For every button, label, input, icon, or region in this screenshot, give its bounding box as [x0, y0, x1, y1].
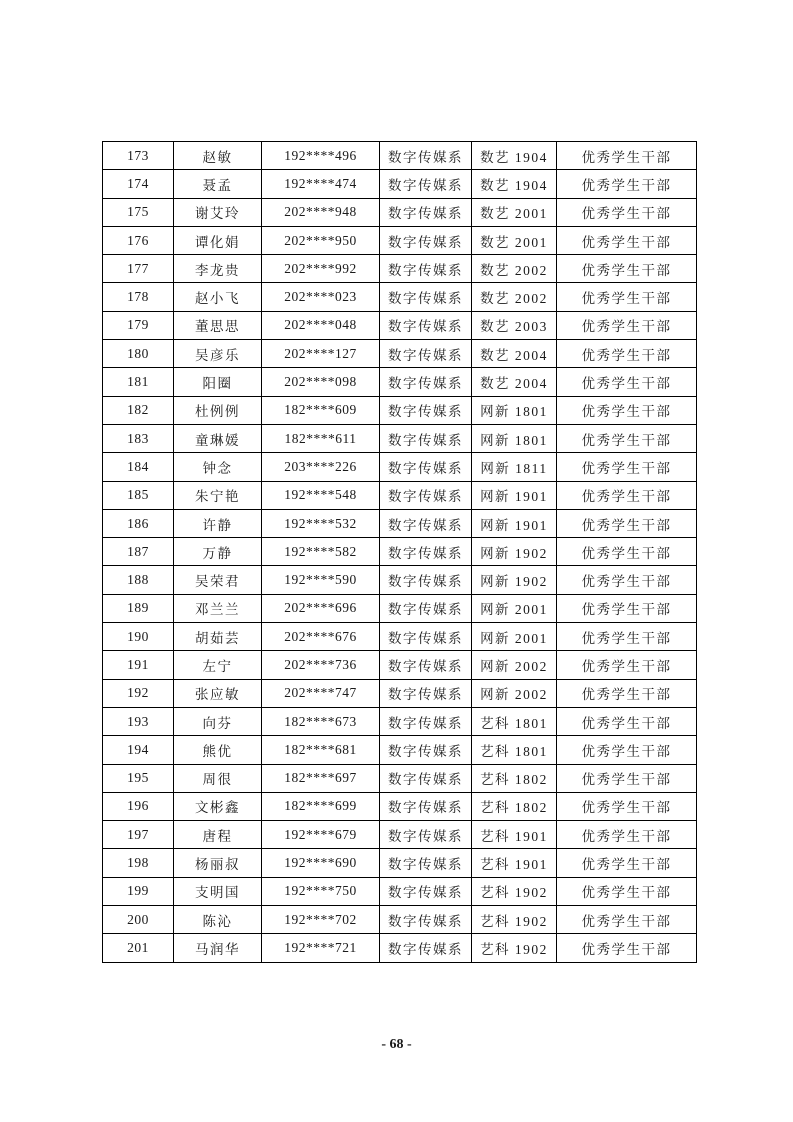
cell-class: 网新 1902 — [472, 566, 557, 594]
cell-student-id: 182****681 — [262, 736, 380, 764]
cell-no: 196 — [103, 792, 174, 820]
cell-class: 艺科 1902 — [472, 906, 557, 934]
cell-class: 网新 1801 — [472, 396, 557, 424]
cell-student-id: 182****673 — [262, 707, 380, 735]
cell-name: 杜例例 — [174, 396, 262, 424]
cell-no: 187 — [103, 538, 174, 566]
cell-department: 数字传媒系 — [380, 396, 472, 424]
cell-name: 万静 — [174, 538, 262, 566]
cell-department: 数字传媒系 — [380, 679, 472, 707]
cell-name: 马润华 — [174, 934, 262, 962]
cell-name: 周很 — [174, 764, 262, 792]
cell-name: 杨丽叔 — [174, 849, 262, 877]
cell-award: 优秀学生干部 — [557, 792, 697, 820]
cell-class: 艺科 1902 — [472, 877, 557, 905]
table-row — [103, 255, 697, 283]
cell-department: 数字传媒系 — [380, 849, 472, 877]
cell-student-id: 192****532 — [262, 509, 380, 537]
cell-department: 数字传媒系 — [380, 226, 472, 254]
cell-department: 数字传媒系 — [380, 170, 472, 198]
table-row — [103, 198, 697, 226]
cell-name: 熊优 — [174, 736, 262, 764]
cell-no: 189 — [103, 594, 174, 622]
cell-name: 文彬鑫 — [174, 792, 262, 820]
cell-name: 赵小飞 — [174, 283, 262, 311]
cell-no: 198 — [103, 849, 174, 877]
cell-name: 吴彦乐 — [174, 340, 262, 368]
cell-department: 数字传媒系 — [380, 481, 472, 509]
cell-name: 谭化娟 — [174, 226, 262, 254]
cell-department: 数字传媒系 — [380, 651, 472, 679]
cell-award: 优秀学生干部 — [557, 538, 697, 566]
cell-class: 网新 1811 — [472, 453, 557, 481]
cell-award: 优秀学生干部 — [557, 849, 697, 877]
cell-student-id: 202****950 — [262, 226, 380, 254]
cell-department: 数字传媒系 — [380, 623, 472, 651]
cell-name: 童琳媛 — [174, 424, 262, 452]
cell-student-id: 202****696 — [262, 594, 380, 622]
cell-student-id: 202****992 — [262, 255, 380, 283]
cell-department: 数字传媒系 — [380, 538, 472, 566]
cell-class: 网新 1901 — [472, 481, 557, 509]
cell-no: 181 — [103, 368, 174, 396]
table-row — [103, 453, 697, 481]
cell-name: 支明国 — [174, 877, 262, 905]
cell-no: 178 — [103, 283, 174, 311]
cell-award: 优秀学生干部 — [557, 707, 697, 735]
cell-student-id: 192****679 — [262, 821, 380, 849]
cell-award: 优秀学生干部 — [557, 311, 697, 339]
cell-class: 数艺 2001 — [472, 226, 557, 254]
cell-award: 优秀学生干部 — [557, 764, 697, 792]
table-row — [103, 764, 697, 792]
cell-name: 张应敏 — [174, 679, 262, 707]
cell-department: 数字传媒系 — [380, 792, 472, 820]
cell-department: 数字传媒系 — [380, 707, 472, 735]
cell-student-id: 202****676 — [262, 623, 380, 651]
table-row — [103, 906, 697, 934]
cell-department: 数字传媒系 — [380, 821, 472, 849]
cell-name: 阳圈 — [174, 368, 262, 396]
cell-award: 优秀学生干部 — [557, 453, 697, 481]
table-row — [103, 481, 697, 509]
table-row — [103, 340, 697, 368]
cell-no: 190 — [103, 623, 174, 651]
table-row — [103, 283, 697, 311]
student-awards-table-body — [103, 142, 697, 963]
cell-department: 数字传媒系 — [380, 198, 472, 226]
cell-department: 数字传媒系 — [380, 594, 472, 622]
cell-name: 李龙贵 — [174, 255, 262, 283]
cell-no: 175 — [103, 198, 174, 226]
cell-department: 数字传媒系 — [380, 906, 472, 934]
cell-no: 197 — [103, 821, 174, 849]
table-row — [103, 538, 697, 566]
cell-award: 优秀学生干部 — [557, 340, 697, 368]
cell-student-id: 192****496 — [262, 142, 380, 170]
table-row — [103, 566, 697, 594]
cell-award: 优秀学生干部 — [557, 283, 697, 311]
cell-class: 数艺 2004 — [472, 368, 557, 396]
cell-no: 183 — [103, 424, 174, 452]
cell-award: 优秀学生干部 — [557, 198, 697, 226]
cell-award: 优秀学生干部 — [557, 509, 697, 537]
table-row — [103, 226, 697, 254]
cell-no: 174 — [103, 170, 174, 198]
cell-no: 176 — [103, 226, 174, 254]
cell-student-id: 202****098 — [262, 368, 380, 396]
cell-name: 朱宁艳 — [174, 481, 262, 509]
cell-class: 网新 1902 — [472, 538, 557, 566]
cell-class: 艺科 1902 — [472, 934, 557, 962]
cell-class: 网新 2001 — [472, 623, 557, 651]
cell-no: 180 — [103, 340, 174, 368]
cell-name: 谢艾玲 — [174, 198, 262, 226]
page-number: - 68 - — [381, 1037, 412, 1052]
cell-student-id: 192****548 — [262, 481, 380, 509]
table-row — [103, 792, 697, 820]
cell-award: 优秀学生干部 — [557, 142, 697, 170]
cell-name: 左宁 — [174, 651, 262, 679]
cell-class: 艺科 1801 — [472, 736, 557, 764]
cell-class: 网新 2002 — [472, 679, 557, 707]
cell-name: 唐程 — [174, 821, 262, 849]
cell-award: 优秀学生干部 — [557, 368, 697, 396]
cell-award: 优秀学生干部 — [557, 424, 697, 452]
cell-name: 钟念 — [174, 453, 262, 481]
cell-no: 200 — [103, 906, 174, 934]
cell-class: 数艺 2003 — [472, 311, 557, 339]
cell-no: 201 — [103, 934, 174, 962]
cell-no: 186 — [103, 509, 174, 537]
cell-student-id: 182****611 — [262, 424, 380, 452]
cell-student-id: 192****702 — [262, 906, 380, 934]
cell-award: 优秀学生干部 — [557, 255, 697, 283]
table-row — [103, 424, 697, 452]
cell-department: 数字传媒系 — [380, 509, 472, 537]
table-row — [103, 509, 697, 537]
cell-award: 优秀学生干部 — [557, 594, 697, 622]
cell-no: 179 — [103, 311, 174, 339]
cell-department: 数字传媒系 — [380, 736, 472, 764]
cell-student-id: 202****736 — [262, 651, 380, 679]
table-row — [103, 707, 697, 735]
cell-award: 优秀学生干部 — [557, 623, 697, 651]
cell-department: 数字传媒系 — [380, 424, 472, 452]
cell-no: 185 — [103, 481, 174, 509]
cell-award: 优秀学生干部 — [557, 821, 697, 849]
cell-no: 199 — [103, 877, 174, 905]
cell-award: 优秀学生干部 — [557, 226, 697, 254]
cell-class: 艺科 1801 — [472, 707, 557, 735]
cell-no: 193 — [103, 707, 174, 735]
table-row — [103, 594, 697, 622]
cell-student-id: 202****948 — [262, 198, 380, 226]
cell-student-id: 192****690 — [262, 849, 380, 877]
table-row — [103, 849, 697, 877]
cell-department: 数字传媒系 — [380, 566, 472, 594]
table-row — [103, 396, 697, 424]
cell-department: 数字传媒系 — [380, 142, 472, 170]
cell-class: 艺科 1802 — [472, 792, 557, 820]
cell-award: 优秀学生干部 — [557, 170, 697, 198]
cell-no: 191 — [103, 651, 174, 679]
cell-award: 优秀学生干部 — [557, 481, 697, 509]
cell-name: 许静 — [174, 509, 262, 537]
cell-name: 赵敏 — [174, 142, 262, 170]
cell-student-id: 182****699 — [262, 792, 380, 820]
cell-award: 优秀学生干部 — [557, 934, 697, 962]
cell-no: 182 — [103, 396, 174, 424]
table-row — [103, 142, 697, 170]
cell-department: 数字传媒系 — [380, 255, 472, 283]
table-row — [103, 679, 697, 707]
student-awards-table — [102, 141, 697, 963]
cell-student-id: 182****609 — [262, 396, 380, 424]
table-row — [103, 736, 697, 764]
cell-no: 184 — [103, 453, 174, 481]
cell-name: 吴荣君 — [174, 566, 262, 594]
cell-no: 194 — [103, 736, 174, 764]
cell-student-id: 203****226 — [262, 453, 380, 481]
cell-class: 网新 1901 — [472, 509, 557, 537]
cell-name: 邓兰兰 — [174, 594, 262, 622]
cell-student-id: 202****127 — [262, 340, 380, 368]
cell-award: 优秀学生干部 — [557, 566, 697, 594]
cell-award: 优秀学生干部 — [557, 877, 697, 905]
cell-award: 优秀学生干部 — [557, 679, 697, 707]
cell-student-id: 182****697 — [262, 764, 380, 792]
cell-department: 数字传媒系 — [380, 311, 472, 339]
cell-student-id: 202****023 — [262, 283, 380, 311]
cell-department: 数字传媒系 — [380, 877, 472, 905]
table-row — [103, 877, 697, 905]
cell-name: 董思思 — [174, 311, 262, 339]
cell-class: 网新 1801 — [472, 424, 557, 452]
cell-no: 173 — [103, 142, 174, 170]
cell-no: 195 — [103, 764, 174, 792]
cell-department: 数字传媒系 — [380, 764, 472, 792]
cell-department: 数字传媒系 — [380, 934, 472, 962]
cell-student-id: 202****747 — [262, 679, 380, 707]
cell-class: 艺科 1802 — [472, 764, 557, 792]
cell-class: 艺科 1901 — [472, 821, 557, 849]
cell-class: 艺科 1901 — [472, 849, 557, 877]
cell-class: 数艺 2001 — [472, 198, 557, 226]
cell-class: 数艺 2004 — [472, 340, 557, 368]
cell-no: 177 — [103, 255, 174, 283]
cell-award: 优秀学生干部 — [557, 651, 697, 679]
table-row — [103, 821, 697, 849]
cell-department: 数字传媒系 — [380, 340, 472, 368]
table-row — [103, 368, 697, 396]
cell-name: 聂孟 — [174, 170, 262, 198]
table-row — [103, 651, 697, 679]
cell-class: 数艺 2002 — [472, 283, 557, 311]
table-row — [103, 311, 697, 339]
cell-name: 向芬 — [174, 707, 262, 735]
table-row — [103, 934, 697, 962]
cell-class: 数艺 1904 — [472, 142, 557, 170]
table-row — [103, 623, 697, 651]
cell-student-id: 192****750 — [262, 877, 380, 905]
cell-department: 数字传媒系 — [380, 283, 472, 311]
cell-award: 优秀学生干部 — [557, 396, 697, 424]
cell-student-id: 192****582 — [262, 538, 380, 566]
cell-name: 陈沁 — [174, 906, 262, 934]
cell-no: 188 — [103, 566, 174, 594]
cell-name: 胡茹芸 — [174, 623, 262, 651]
cell-student-id: 192****721 — [262, 934, 380, 962]
cell-department: 数字传媒系 — [380, 368, 472, 396]
cell-award: 优秀学生干部 — [557, 906, 697, 934]
cell-class: 网新 2001 — [472, 594, 557, 622]
cell-student-id: 202****048 — [262, 311, 380, 339]
cell-class: 数艺 1904 — [472, 170, 557, 198]
cell-student-id: 192****590 — [262, 566, 380, 594]
cell-award: 优秀学生干部 — [557, 736, 697, 764]
cell-class: 数艺 2002 — [472, 255, 557, 283]
cell-department: 数字传媒系 — [380, 453, 472, 481]
table-row — [103, 170, 697, 198]
cell-no: 192 — [103, 679, 174, 707]
cell-student-id: 192****474 — [262, 170, 380, 198]
cell-class: 网新 2002 — [472, 651, 557, 679]
